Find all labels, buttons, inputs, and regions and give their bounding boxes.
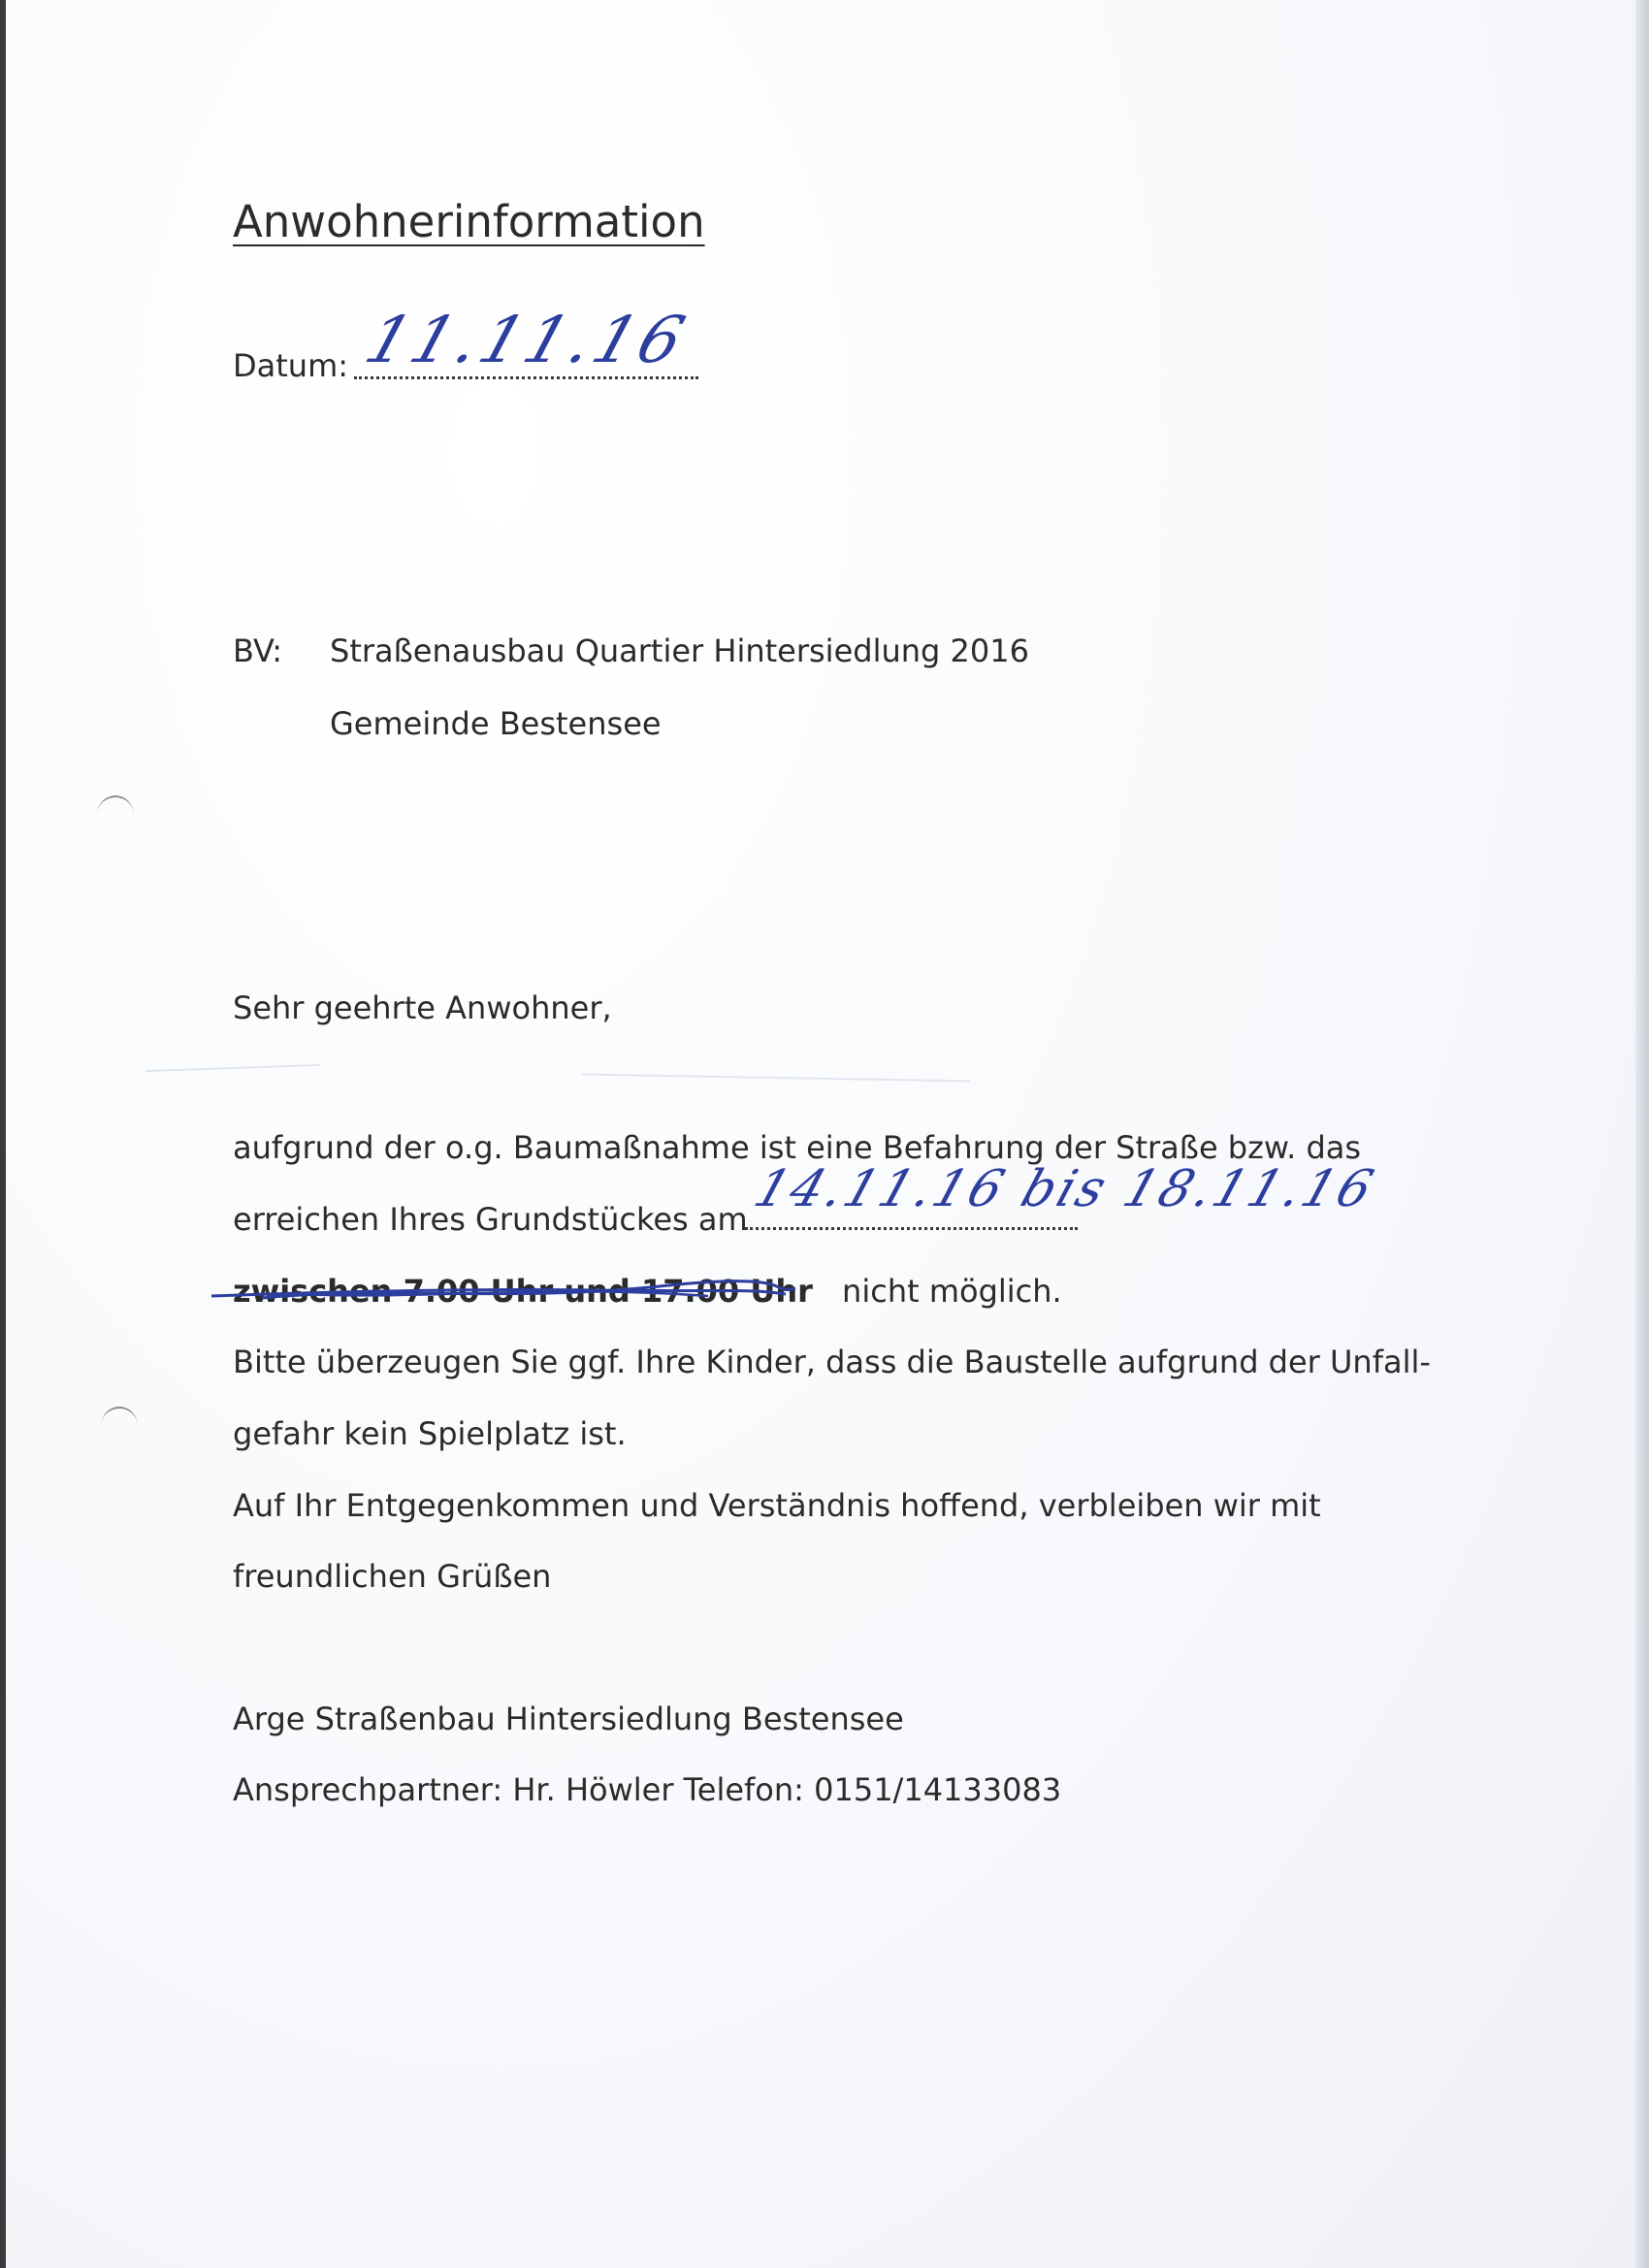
body-line-6: Auf Ihr Entgegenkommen und Verständnis hoffend, verbleiben wir mit bbox=[233, 1487, 1321, 1524]
body-line-2: erreichen Ihres Grundstückes am bbox=[233, 1201, 748, 1238]
date-label: Datum: bbox=[233, 347, 349, 384]
period-handwritten: 14.11.16 bis 18.11.16 bbox=[747, 1160, 1383, 1218]
project-municipality: Gemeinde Bestensee bbox=[330, 705, 662, 742]
ink-strikethrough bbox=[204, 1267, 824, 1315]
project-label: BV: bbox=[233, 632, 283, 669]
punch-hole bbox=[101, 1407, 138, 1445]
struck-text: zwischen 7.00 Uhr und 17.00 Uhr bbox=[233, 1273, 813, 1310]
document-title: Anwohnerinformation bbox=[233, 196, 705, 247]
body-line-1: aufgrund der o.g. Baumaßnahme ist eine Befahrung der Straße bzw. das bbox=[233, 1129, 1362, 1166]
body-line-4: Bitte überzeugen Sie ggf. Ihre Kinder, dass die Baustelle aufgrund der Unfall- bbox=[233, 1344, 1431, 1380]
punch-hole bbox=[97, 795, 134, 834]
scan-left-edge bbox=[0, 0, 6, 2268]
body-line-7: freundlichen Grüßen bbox=[233, 1558, 552, 1595]
sender-name: Arge Straßenbau Hintersiedlung Bestensee bbox=[233, 1701, 904, 1737]
salutation: Sehr geehrte Anwohner, bbox=[233, 989, 612, 1026]
sender-contact: Ansprechpartner: Hr. Höwler Telefon: 0151/14133083 bbox=[233, 1771, 1062, 1808]
body-line-5: gefahr kein Spielplatz ist. bbox=[233, 1415, 627, 1452]
paper-crease bbox=[146, 1064, 320, 1072]
paper-crease bbox=[582, 1074, 970, 1083]
date-handwritten: 11.11.16 bbox=[356, 303, 697, 377]
scan-right-edge bbox=[1635, 0, 1649, 2268]
project-title: Straßenausbau Quartier Hintersiedlung 2016 bbox=[330, 632, 1029, 669]
body-line-3-rest: nicht möglich. bbox=[842, 1273, 1062, 1310]
body-line-3 bbox=[233, 1273, 1062, 1310]
struck-time-range bbox=[233, 1273, 813, 1310]
period-dotted-line bbox=[745, 1227, 1078, 1230]
